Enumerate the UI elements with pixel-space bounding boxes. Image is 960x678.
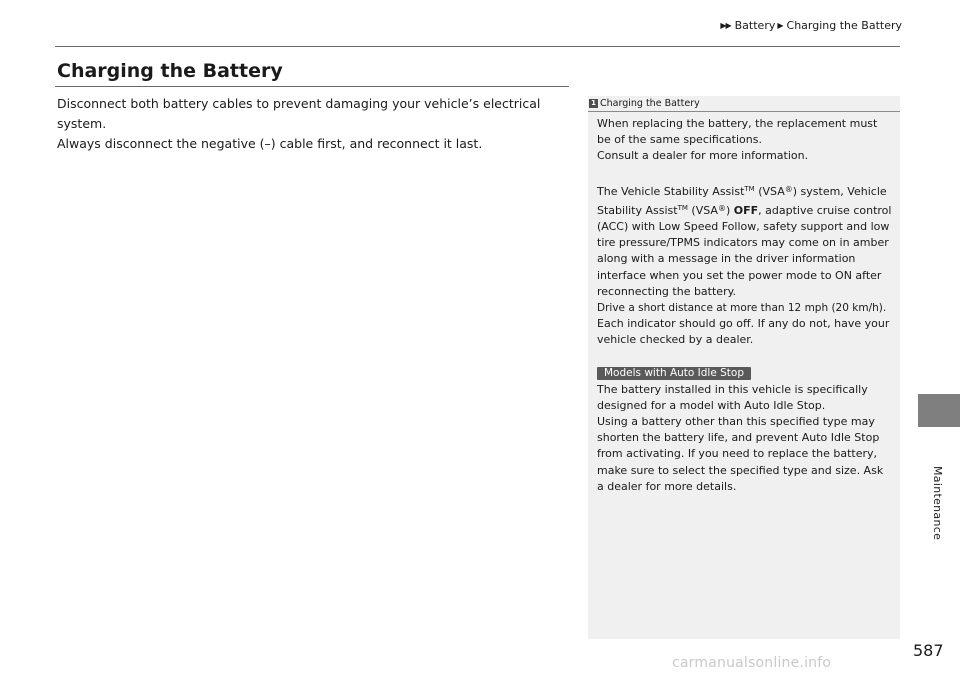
sidebar-paragraph: When replacing the battery, the replacement must be of the same specifications. (597, 117, 878, 147)
sidebar-paragraph: Drive a short distance at more than 12 mph (20 km/h). (597, 302, 887, 315)
note-badge-icon: 1 (589, 99, 598, 108)
breadcrumb-page: Charging the Battery (786, 19, 902, 32)
sidebar-heading (588, 96, 900, 112)
sidebar-paragraph: The Vehicle Stability Assist™ (VSA®) system, Vehicle Stability Assist™ (VSA®) OFF, adaptive cruise control (ACC) with Low Speed Follow, safety support and low tire pressure/TPMS indicators may come on in amber along with a message in the driver information interface when you set the power mode to ON after reconnecting the battery. (597, 184, 892, 298)
breadcrumb-section[interactable]: Battery (734, 19, 776, 32)
breadcrumb-arrow-icon: ▶▶ (720, 21, 731, 30)
body-line-1: Disconnect both battery cables to prevent damaging your vehicle’s electrical system. (57, 96, 541, 131)
sidebar-heading-text: Charging the Battery (600, 98, 700, 109)
sidebar-body (597, 116, 893, 495)
sidebar-paragraph: The battery installed in this vehicle is specifically designed for a model with Auto Idle Stop. (597, 382, 868, 412)
header-divider (55, 46, 900, 47)
section-label: Maintenance (931, 466, 944, 541)
sidebar-note (588, 96, 900, 639)
breadcrumb (718, 19, 902, 32)
breadcrumb-separator-icon: ▶ (777, 21, 783, 30)
off-text: OFF (733, 203, 759, 217)
model-tag: Models with Auto Idle Stop (597, 367, 751, 380)
sidebar-paragraph: Consult a dealer for more information. (597, 149, 809, 163)
body-text (57, 94, 577, 154)
title-divider (55, 86, 569, 87)
sidebar-paragraph: Using a battery other than this specified type may shorten the battery life, and prevent Auto Idle Stop from activating. If you need to replace the battery, make sure to select the specified type and size. Ask a dealer for more details. (597, 415, 884, 493)
sidebar-paragraph: Each indicator should go off. If any do not, have your vehicle checked by a dealer. (597, 317, 890, 347)
watermark: carmanualsonline.info (672, 655, 832, 671)
page-number: 587 (913, 641, 944, 660)
body-line-2: Always disconnect the negative (–) cable first, and reconnect it last. (57, 136, 483, 151)
page-title: Charging the Battery (57, 60, 283, 82)
section-tab[interactable] (918, 394, 960, 427)
